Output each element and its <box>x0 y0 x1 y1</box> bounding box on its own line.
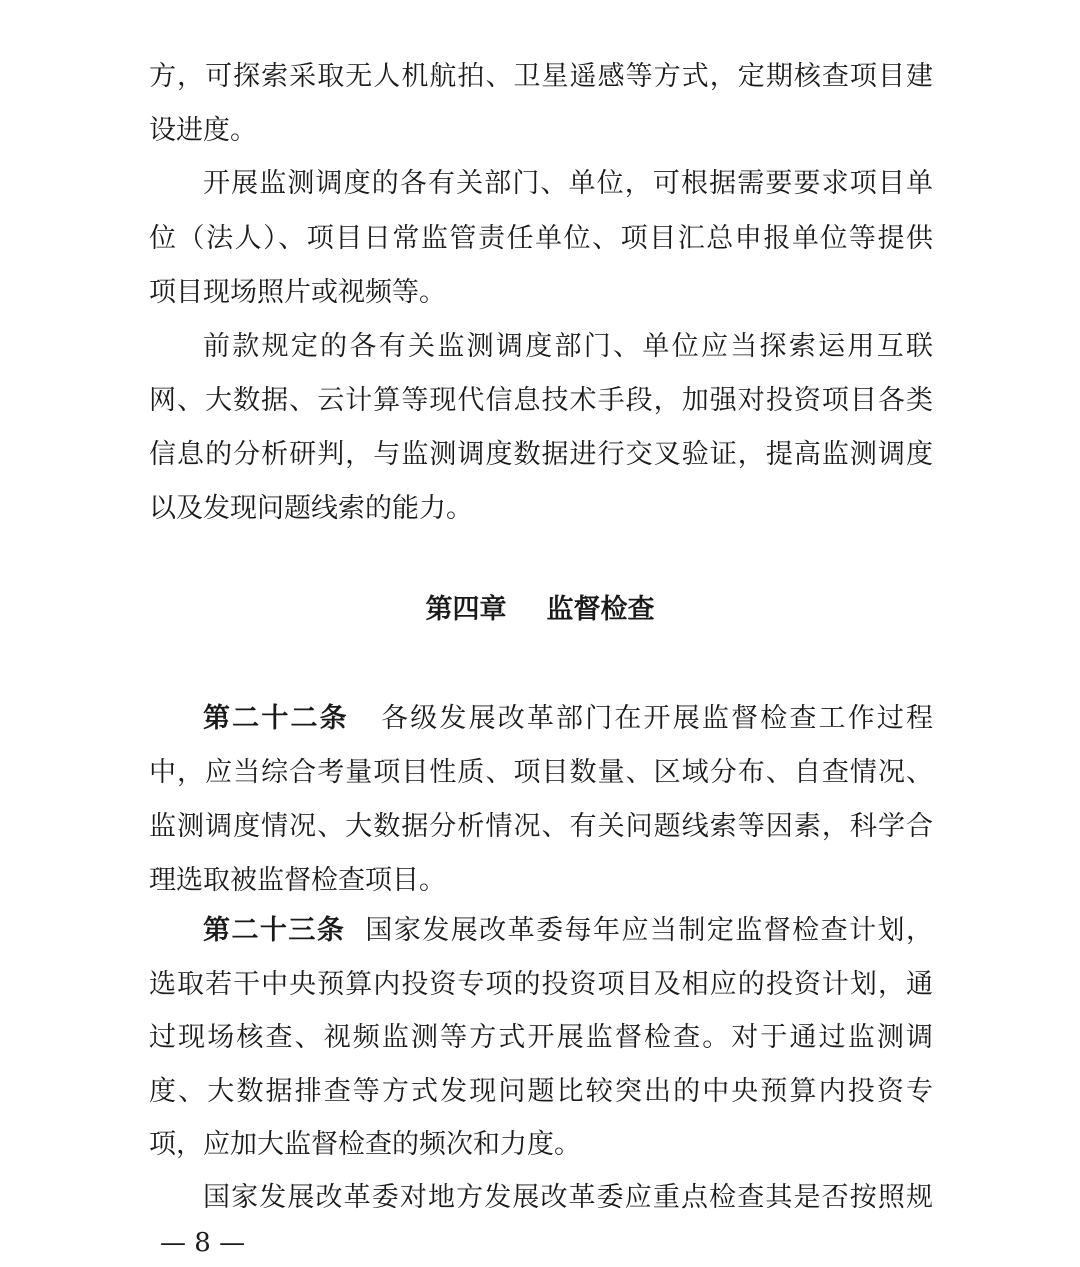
chapter-title: 监督检查 <box>546 594 655 625</box>
paragraph-2-line-2: 位（法人）、项目日常监管责任单位、项目汇总申报单位等提供 <box>149 223 933 254</box>
article-22-line-4: 理选取被监督检查项目。 <box>149 865 446 896</box>
article-22-line-3: 监测调度情况、大数据分析情况、有关问题线索等因素，科学合 <box>149 811 933 842</box>
article-22-text-1: 各级发展改革部门在开展监督检查工作过程 <box>381 703 933 734</box>
article-22-line-2: 中，应当综合考量项目性质、项目数量、区域分布、自查情况、 <box>149 757 933 788</box>
paragraph-1-line-1: 方，可探索采取无人机航拍、卫星遥感等方式，定期核查项目建 <box>149 61 933 92</box>
paragraph-3-line-1: 前款规定的各有关监测调度部门、单位应当探索运用互联 <box>203 331 933 362</box>
article-22-line-1 <box>203 701 933 737</box>
article-23-line-4: 度、大数据排查等方式发现问题比较突出的中央预算内投资专 <box>149 1076 933 1107</box>
article-23-line-1 <box>203 913 933 949</box>
chapter-heading <box>0 592 1080 628</box>
last-paragraph-line-1: 国家发展改革委对地方发展改革委应重点检查其是否按照规 <box>203 1182 933 1213</box>
article-23-line-3: 过现场核查、视频监测等方式开展监督检查。对于通过监测调 <box>149 1022 933 1053</box>
article-22-label: 第二十二条 <box>203 703 349 734</box>
paragraph-2-line-3: 项目现场照片或视频等。 <box>149 277 446 308</box>
article-23-line-2: 选取若干中央预算内投资专项的投资项目及相应的投资计划，通 <box>149 969 933 1000</box>
paragraph-3-line-2: 网、大数据、云计算等现代信息技术手段，加强对投资项目各类 <box>149 385 933 416</box>
paragraph-2-line-1: 开展监测调度的各有关部门、单位，可根据需要要求项目单 <box>203 168 933 199</box>
paragraph-3-line-4: 以及发现问题线索的能力。 <box>149 493 473 524</box>
article-23-line-5: 项，应加大监督检查的频次和力度。 <box>149 1129 581 1160</box>
paragraph-3-line-3: 信息的分析研判，与监测调度数据进行交叉验证，提高监测调度 <box>149 439 933 470</box>
article-23-text-1: 国家发展改革委每年应当制定监督检查计划， <box>365 915 933 946</box>
page-number: — 8 — <box>160 1228 246 1258</box>
article-23-label: 第二十三条 <box>203 915 346 946</box>
paragraph-1-line-2: 设进度。 <box>149 115 257 146</box>
chapter-number: 第四章 <box>425 594 507 625</box>
